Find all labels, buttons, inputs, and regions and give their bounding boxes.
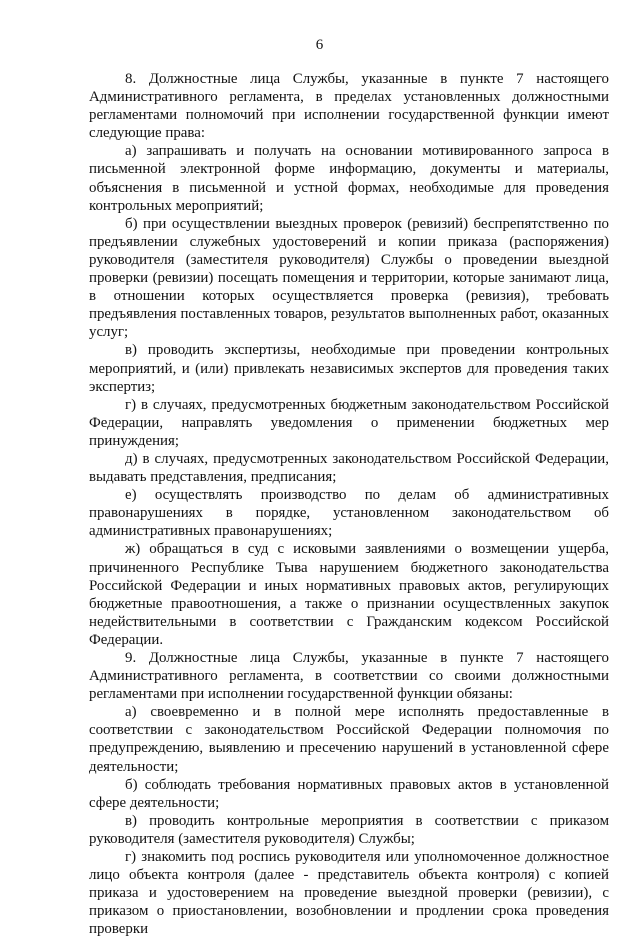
- paragraph-8: 8. Должностные лица Службы, указанные в пункте 7 настоящего Административного регламента, в пределах установленных должностными регламентами полномочий при исполнении государственной функции имеют следующие права:: [89, 71, 609, 142]
- document-body: [89, 70, 609, 938]
- paragraph-9a: а) своевременно и в полной мере исполнять предоставленные в соответствии с законодательством Российской Федерации полномочия по предупреждению, выявлению и пресечению нарушений в установленной сфере деятельности;: [89, 704, 609, 775]
- page-number: 6: [315, 37, 324, 53]
- paragraph-9g: г) знакомить под роспись руководителя или уполномоченное должностное лицо объекта контроля (далее - представитель объекта контроля) с копией приказа и удостоверением на проведение выездной проверки (ревизии), с приказом о приостановлении, возобновлении и продлении срока проведения проверки: [89, 849, 609, 938]
- paragraph-8g: г) в случаях, предусмотренных бюджетным законодательством Российской Федерации, направлять уведомления о применении бюджетных мер принуждения;: [89, 396, 609, 449]
- paragraph-8e: е) осуществлять производство по делам об административных правонарушениях в порядке, установленном законодательством об административных правонарушениях;: [89, 487, 609, 540]
- paragraph-9b: б) соблюдать требования нормативных правовых актов в установленной сфере деятельности;: [89, 776, 609, 811]
- paragraph-8b: б) при осуществлении выездных проверок (ревизий) беспрепятственно по предъявлении служебных удостоверений и копии приказа (распоряжения) руководителя (заместителя руководителя) Службы о проведении выездной проверки (ревизии) посещать помещения и территории, которые занимают лица, в отношении которых осуществляется проверка (ревизия), требовать предъявления поставленных товаров, результатов выполненных работ, оказанных услуг;: [89, 215, 609, 341]
- paragraph-9: 9. Должностные лица Службы, указанные в пункте 7 настоящего Административного регламента, в соответствии со своими должностными регламентами при исполнении государственной функции обязаны:: [89, 650, 609, 703]
- paragraph-8v: в) проводить экспертизы, необходимые при проведении контрольных мероприятий, и (или) привлекать независимых экспертов для проведения таких экспертиз;: [89, 342, 609, 395]
- paragraph-9v: в) проводить контрольные мероприятия в соответствии с приказом руководителя (заместителя руководителя) Службы;: [89, 812, 609, 847]
- paragraph-8a: а) запрашивать и получать на основании мотивированного запроса в письменной электронной форме информацию, документы и материалы, объяснения в письменной и устной формах, необходимые для проведения контрольных мероприятий;: [89, 143, 609, 214]
- paragraph-8d: д) в случаях, предусмотренных законодательством Российской Федерации, выдавать представления, предписания;: [89, 450, 609, 486]
- paragraph-8zh: ж) обращаться в суд с исковыми заявлениями о возмещении ущерба, причиненного Республике Тыва нарушением бюджетного законодательства Российской Федерации и иных нормативных правовых актов, регулирующих бюджетные правоотношения, а также о признании осуществленных закупок недействительными в соответствии с Гражданским кодексом Российской Федерации.: [89, 541, 609, 648]
